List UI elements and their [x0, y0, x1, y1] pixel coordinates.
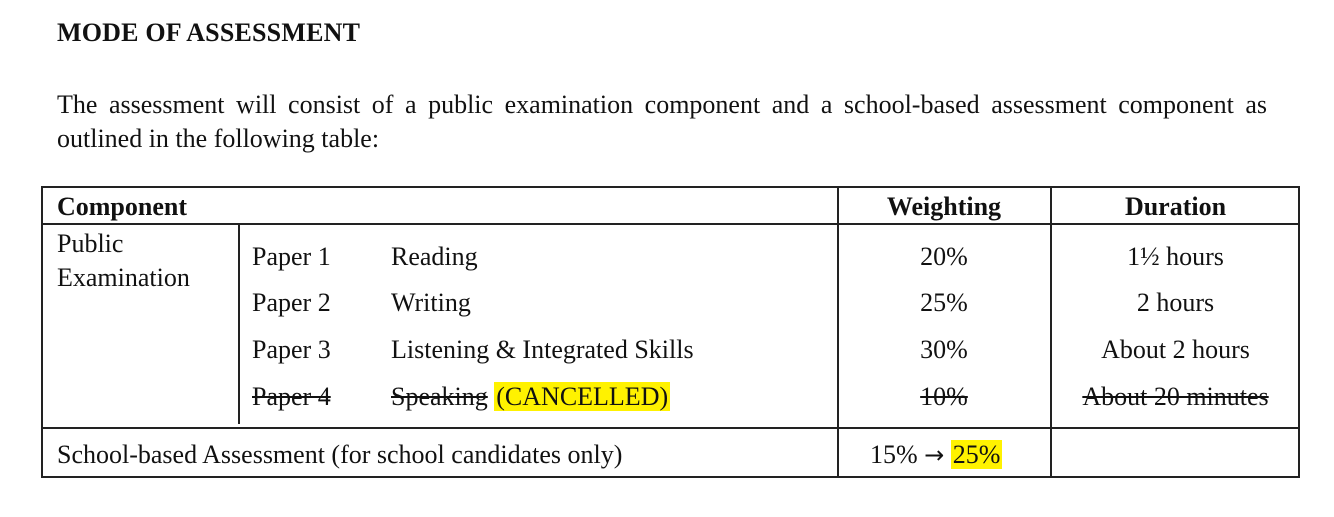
- paper-name: Reading: [391, 242, 478, 271]
- paper-number: Paper 3: [252, 335, 331, 364]
- assessment-table: [41, 186, 1300, 478]
- public-exam-label: Public Examination: [57, 229, 190, 292]
- paper-name: Listening & Integrated Skills: [391, 335, 694, 364]
- sba-label: School-based Assessment (for school candidates only): [57, 440, 623, 469]
- paper-weighting: 20%: [920, 242, 968, 271]
- paper-duration: [1051, 382, 1300, 412]
- col-divider-weighting: [837, 188, 839, 476]
- paper-number: Paper 2: [252, 288, 331, 317]
- paper-number: Paper 4: [252, 382, 331, 411]
- paper-duration: 1½ hours: [1127, 242, 1224, 271]
- col-divider-papers: [238, 224, 240, 424]
- paper-weighting: [838, 382, 1050, 412]
- section-heading: MODE OF ASSESSMENT: [57, 18, 361, 47]
- arrow-right-icon: →: [924, 441, 945, 469]
- sba-old-weighting: 15%: [870, 440, 918, 469]
- paper-name: Writing: [391, 288, 471, 317]
- header-weighting: Weighting: [886, 192, 1002, 221]
- paper-weighting-value: 10%: [920, 382, 968, 411]
- header-duration: Duration: [1124, 192, 1227, 221]
- paper-duration: 2 hours: [1136, 288, 1215, 317]
- paper-weighting: 30%: [920, 335, 968, 364]
- paper-weighting: 25%: [920, 288, 968, 317]
- paper-duration: About 2 hours: [1101, 335, 1250, 364]
- sba-new-weighting: 25%: [952, 440, 1001, 469]
- sba-divider: [43, 427, 1298, 429]
- header-component: Component: [57, 192, 188, 221]
- col-divider-duration: [1050, 188, 1052, 476]
- sba-weighting: [870, 440, 1002, 470]
- paper-number: Paper 1: [252, 242, 331, 271]
- intro-paragraph: The assessment will consist of a public examination component and a school-based assessment component as outlined in the following table:: [57, 90, 1267, 153]
- cancelled-note: (CANCELLED): [496, 382, 669, 411]
- paper-duration-value: About 20 minutes: [1082, 382, 1269, 411]
- paper-name-cell: [391, 382, 670, 412]
- paper-name: Speaking: [391, 382, 488, 411]
- header-divider: [43, 223, 1298, 225]
